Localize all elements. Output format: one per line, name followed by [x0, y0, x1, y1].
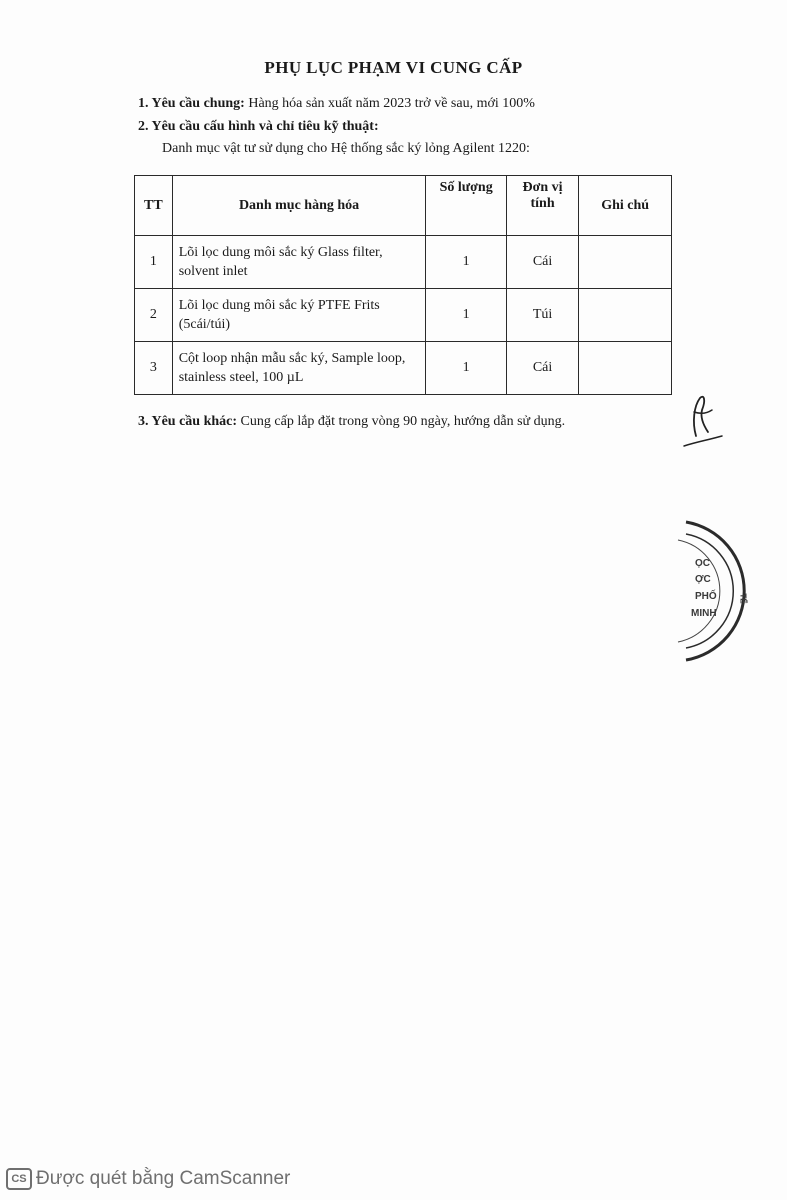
requirement-other-text: Cung cấp lắp đặt trong vòng 90 ngày, hướng dẫn sử dụng. — [237, 414, 566, 429]
requirement-general — [138, 96, 535, 112]
cell-quantity: 1 — [426, 342, 506, 395]
header-unit — [506, 176, 578, 236]
requirement-other — [138, 414, 565, 430]
requirement-general-label: 1. Yêu cầu chung: — [138, 96, 245, 111]
goods-table — [134, 175, 672, 395]
cell-quantity: 1 — [426, 289, 506, 342]
requirement-config — [138, 119, 379, 135]
cell-name: Cột loop nhận mẫu sắc ký, Sample loop, stainless steel, 100 µL — [172, 342, 426, 395]
stamp-text-line3: PHỐ — [695, 591, 717, 602]
requirement-config-label: 2. Yêu cầu cấu hình và chỉ tiêu kỹ thuật: — [138, 119, 379, 134]
signature-mark — [682, 392, 726, 448]
cell-quantity: 1 — [426, 236, 506, 289]
cell-unit: Cái — [506, 342, 578, 395]
cell-unit: Cái — [506, 236, 578, 289]
table-row — [135, 236, 672, 289]
header-note: Ghi chú — [579, 176, 672, 236]
table-row — [135, 289, 672, 342]
scanner-watermark-text: Được quét bằng CamScanner — [36, 1168, 291, 1189]
header-unit-line2: tính — [530, 196, 555, 211]
stamp-seal — [676, 518, 766, 664]
cell-unit: Túi — [506, 289, 578, 342]
cell-name: Lõi lọc dung môi sắc ký PTFE Frits (5cái/túi) — [172, 289, 426, 342]
header-quantity: Số lượng — [426, 176, 506, 236]
cell-note — [579, 289, 672, 342]
requirement-other-label: 3. Yêu cầu khác: — [138, 414, 238, 429]
cell-tt: 3 — [135, 342, 173, 395]
cell-note — [579, 236, 672, 289]
stamp-text-line2: ỢC — [695, 574, 711, 585]
cell-tt: 1 — [135, 236, 173, 289]
scanner-watermark — [6, 1168, 290, 1190]
stamp-text-line1: ỌC — [695, 558, 710, 569]
cell-note — [579, 342, 672, 395]
cell-name: Lõi lọc dung môi sắc ký Glass filter, solvent inlet — [172, 236, 426, 289]
stamp-side-text: TẾ — [738, 593, 748, 604]
table-row — [135, 342, 672, 395]
camscanner-icon: CS — [6, 1168, 32, 1190]
table-header-row — [135, 176, 672, 236]
requirement-general-text: Hàng hóa sản xuất năm 2023 trở về sau, mới 100% — [244, 96, 535, 111]
requirement-config-description: Danh mục vật tư sử dụng cho Hệ thống sắc ký lỏng Agilent 1220: — [162, 141, 530, 156]
header-name: Danh mục hàng hóa — [172, 176, 426, 236]
cell-tt: 2 — [135, 289, 173, 342]
document-title: PHỤ LỤC PHẠM VI CUNG CẤP — [264, 58, 523, 77]
stamp-text-line4: MINH — [691, 608, 717, 619]
header-tt: TT — [135, 176, 173, 236]
header-unit-line1: Đơn vị — [522, 180, 563, 195]
